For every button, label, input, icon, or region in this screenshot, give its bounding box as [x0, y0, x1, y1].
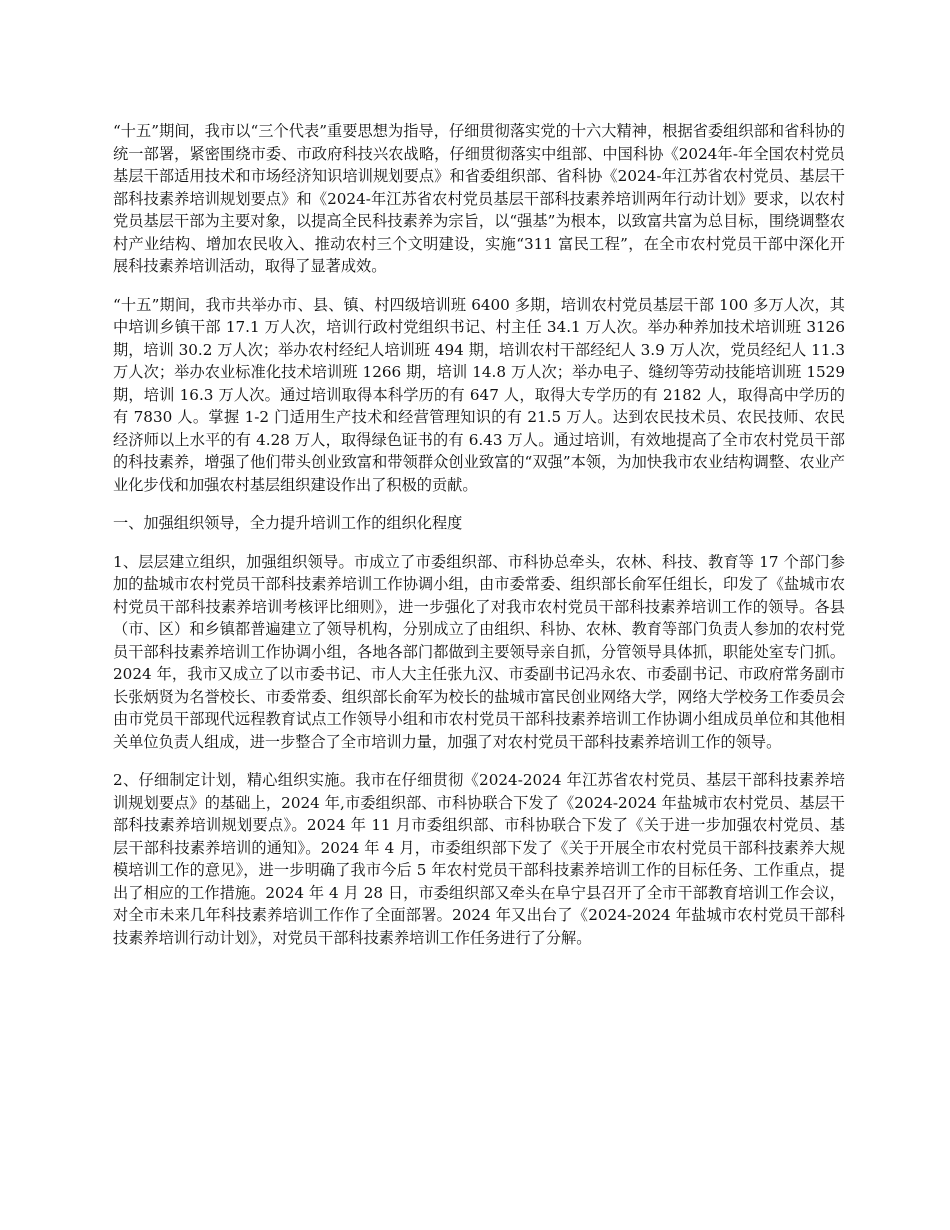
paragraph-intro: “十五”期间，我市以“三个代表”重要思想为指导，仔细贯彻落实党的十六大精神，根据省委组织部和省科协的统一部署，紧密围绕市委、市政府科技兴农战略，仔细贯彻落实中组部、中国科协《2024年-年全国农村党员基层干部适用技术和市场经济知识培训规划要点》和省委组织部、省科协《2024-年江苏省农村党员、基层干部科技素养培训规划要点》和《2024-年江苏省农村党员基层干部科技素养培训两年行动计划》要求，以农村党员基层干部为主要对象，以提高全民科技素养为宗旨，以“强基”为根本，以致富共富为总目标，围绕调整农村产业结构、增加农民收入、推动农村三个文明建设，实施“311 富民工程”，在全市农村党员干部中深化开展科技素养培训活动，取得了显著成效。: [113, 122, 845, 275]
paragraph-statistics: “十五”期间，我市共举办市、县、镇、村四级培训班 6400 多期，培训农村党员基层干部 100 多万人次，其中培训乡镇干部 17.1 万人次，培训行政村党组织书记、村主任 34.1 万人次。举办种养加技术培训班 3126 期，培训 30.2 万人次；举办农村经纪人培训班 494 期，培训农村干部经纪人 3.9 万人次，党员经纪人 11.3 万人次；举办农业标准化技术培训班 1266 期，培训 14.8 万人次；举办电子、缝纫等劳动技能培训班 1529 期，培训 16.3 万人次。通过培训取得本科学历的有 647 人，取得大专学历的有 2182 人，取得高中学历的有 7830 人。掌握 1-2 门适用生产技术和经营管理知识的有 21.5 万人。达到农民技术员、农民技师、农民经济师以上水平的有 4.28 万人，取得绿色证书的有 6.43 万人。通过培训，有效地提高了全市农村党员干部的科技素养，增强了他们带头创业致富和带领群众创业致富的“双强”本领，为加快我市农业结构调整、农业产业化步伐和加强农村基层组织建设作出了积极的贡献。: [113, 295, 845, 494]
section-heading: 一、加强组织领导，全力提升培训工作的组织化程度: [113, 514, 463, 532]
paragraph-organization: 1、层层建立组织，加强组织领导。市成立了市委组织部、市科协总牵头，农林、科技、教育等 17 个部门参加的盐城市农村党员干部科技素养培训工作协调小组，由市委常委、组织部长俞军任组长，印发了《盐城市农村党员干部科技素养培训考核评比细则》，进一步强化了对我市农村党员干部科技素养培训工作的领导。各县（市、区）和乡镇都普遍建立了领导机构，分别成立了由组织、科协、农林、教育等部门负责人参加的农村党员干部科技素养培训工作协调小组，各地各部门都做到主要领导亲自抓，分管领导具体抓，职能处室专门抓。2024 年，我市又成立了以市委书记、市人大主任张九汉、市委副书记冯永农、市委副书记、市政府常务副市长张炳贤为名誉校长、市委常委、组织部长俞军为校长的盐城市富民创业网络大学，网络大学校务工作委员会由市党员干部现代远程教育试点工作领导小组和市农村党员干部科技素养培训工作协调小组成员单位和其他相关单位负责人组成，进一步整合了全市培训力量，加强了对农村党员干部科技素养培训工作的领导。: [113, 552, 845, 751]
document-body: [113, 120, 845, 965]
paragraph-planning: 2、仔细制定计划，精心组织实施。我市在仔细贯彻《2024-2024 年江苏省农村党员、基层干部科技素养培训规划要点》的基础上，2024 年,市委组织部、市科协联合下发了《2024-2024 年盐城市农村党员、基层干部科技素养培训规划要点》。2024 年 11 月市委组织部、市科协联合下发了《关于进一步加强农村党员、基层干部科技素养培训的通知》。2024 年 4 月，市委组织部下发了《关于开展全市农村党员干部科技素养大规模培训工作的意见》，进一步明确了我市今后 5 年农村党员干部科技素养培训工作的目标任务、工作重点，提出了相应的工作措施。2024 年 4 月 28 日，市委组织部又牵头在阜宁县召开了全市干部教育培训工作会议，对全市未来几年科技素养培训工作作了全面部署。2024 年又出台了《2024-2024 年盐城市农村党员干部科技素养培训行动计划》，对党员干部科技素养培训工作任务进行了分解。: [113, 771, 845, 947]
